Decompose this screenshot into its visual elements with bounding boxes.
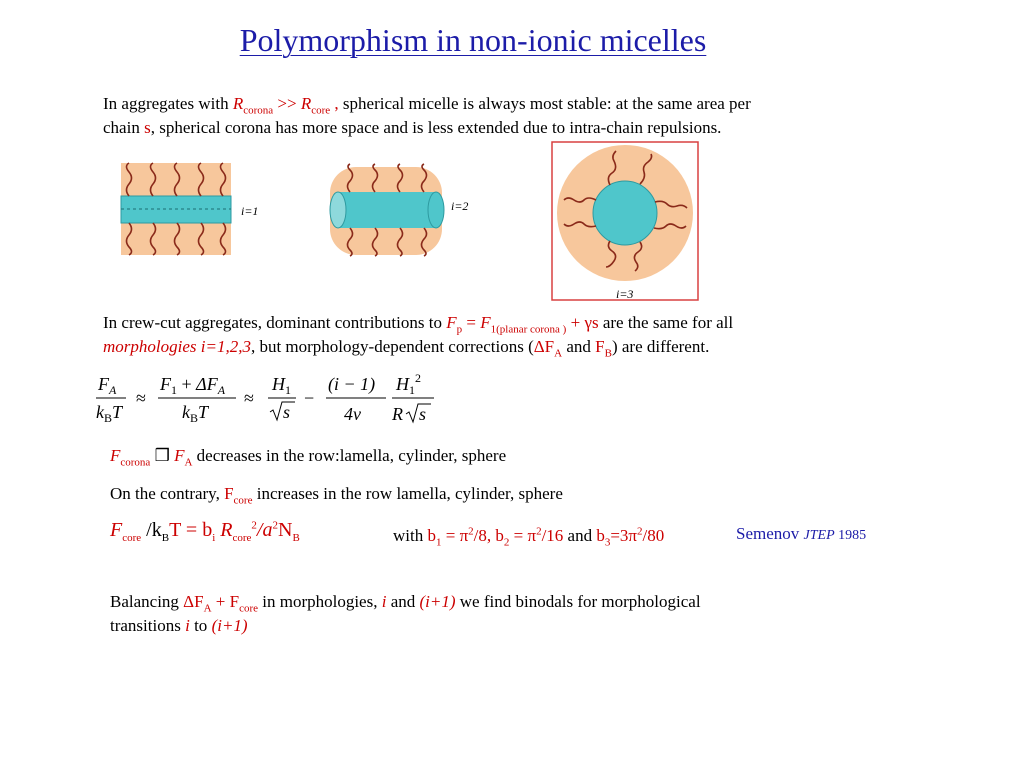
- lamella-label: i=1: [241, 204, 259, 218]
- svg-text:H1: $H_1$: [272, 374, 291, 397]
- sphere-label: i=3: [616, 287, 634, 301]
- balancing-paragraph: Balancing $\Delta F_A + F_{core}$ in morphologies, i and (i+1) we find binodals for morphological transitions i to (i+1): [110, 592, 701, 635]
- lamella-diagram: [115, 160, 275, 260]
- svg-text:FA: $F_A$: [98, 374, 117, 397]
- svg-text:R: R: [392, 404, 403, 424]
- cylinder-label: i=2: [451, 199, 469, 213]
- svg-text:−: −: [304, 388, 315, 408]
- svg-text:4ν: 4ν: [344, 404, 361, 424]
- core-line: On the contrary, $F_{core}$ increases in the row lamella, cylinder, sphere: [110, 484, 563, 507]
- corona-line: $F_{corona}$ ❒ $F_A$ decreases in the row:lamella, cylinder, sphere: [110, 446, 507, 469]
- crew-cut-paragraph: In crew-cut aggregates, dominant contributions to $F_p = F_{1(planar corona )} + \gamma s$ are the same for all morphologies i=1,2,3, but morphology-dependent corrections ($\Delta F_A$ and $F_B$) are different.: [103, 313, 734, 360]
- svg-text:kBT: $k_BT$: [182, 402, 209, 425]
- svg-text:kBT: $k_BT$: [96, 402, 123, 425]
- citation: Semenov JTEP 1985: [736, 524, 867, 543]
- free-energy-formula: [92, 368, 442, 430]
- cylinder-diagram: [320, 162, 480, 262]
- svg-text:s: s: [419, 404, 427, 424]
- b-coefficients: with $b_1 = \pi^2/8$, $b_2 = \pi^2/16$ and $b_3=3\pi^2/80$: [393, 525, 665, 549]
- svg-text:s: s: [283, 402, 291, 422]
- svg-text:(i − 1): (i − 1): [328, 374, 376, 394]
- intro-paragraph: In aggregates with $R_{corona} >> R_{core}$ , spherical micelle is always most stable: at the same area per chain s, spherical corona has more space and is less extended due to intra-chain repulsions.: [103, 94, 751, 137]
- svg-text:H12: $H_1^2$: [396, 371, 421, 397]
- core-energy-formula: $F_{core}$ $/k_BT = b_i$ $R_{core}^2/a^2N_B$: [110, 519, 300, 544]
- sphere-diagram: [550, 140, 702, 304]
- svg-text:≈: ≈: [244, 388, 254, 408]
- svg-text:≈: ≈: [136, 388, 146, 408]
- page-title: Polymorphism in non-ionic micelles: [239, 22, 707, 58]
- svg-text:F1 + ΔFA: $F_1 + \Delta F_A$: [160, 374, 226, 397]
